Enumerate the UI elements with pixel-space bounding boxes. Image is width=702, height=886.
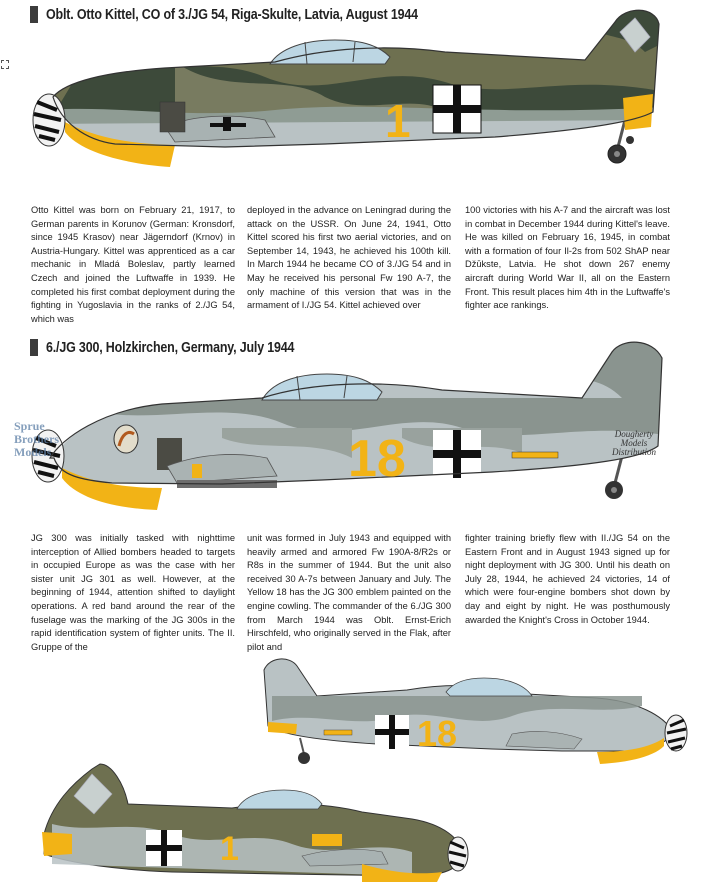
aircraft-number-18: 18 (348, 430, 406, 488)
watermark-line: Models (620, 438, 648, 448)
aircraft-profile-kittel-starboard (32, 764, 472, 882)
aircraft-profile-kittel (25, 2, 702, 170)
watermark-line: Models (14, 445, 52, 459)
text-column (465, 204, 670, 313)
text-column (247, 204, 451, 313)
aircraft-profile-yellow-18-starboard (232, 656, 692, 766)
paragraph: JG 300 was initially tasked with nighttime interception of Allied bombers headed to targets in occupied Europe as was the case with her sister unit JG 301 as well. However, at the beginning of 1944, attention shifted to daylight operations. A red band around the rear of the fuselage was the marking of the JG 300s in the rapid identification system of fighter units. The II. Gruppe of the (31, 533, 235, 652)
aircraft-profile-yellow-18 (22, 338, 702, 508)
aircraft-number-1: 1 (385, 95, 411, 147)
paragraph: unit was formed in July 1943 and equipped with heavily armed and armored Fw 190A-8/R2s or R8s in the summer of 1944. But the unit also received 30 A-7s between January and July. The Yellow 18 has the JG 300 emblem painted on the engine cowling. The commander of the 6./JG 300 from March 1944 was Oblt. Ernst-Erich Hirschfeld, who originally served in the Flak, after pilot and (247, 533, 451, 652)
paragraph: 100 victories with his A-7 and the aircraft was lost in combat in December 1944 during Kittel's leave. He was killed on February 16, 1945, in combat with a formation of four Il-2s from 502 ShAP near Džūkste, Latvia. He shot down 267 enemy aircraft during World War II, all on the Eastern Front. This result places him 4th in the Luftwaffe's fighter ace rankings. (465, 205, 670, 311)
text-column (465, 532, 670, 627)
heading-text: Oblt. Otto Kittel, CO of 3./JG 54, Riga-Skulte, Latvia, August 1944 (46, 6, 418, 23)
paragraph: fighter training briefly flew with II./JG 54 on the Eastern Front and in August 1943 signed up for night deployment with JG 300. Until his death on July 28, 1944, he achieved 24 victories, 14 of which were four-engine bombers shot down by day and eight by night. He was posthumously awarded the Knight's Cross in October 1944. (465, 533, 670, 625)
selection-marker (1, 60, 9, 69)
text-column (247, 532, 451, 654)
watermark-right (612, 430, 656, 457)
aircraft-number-1-starboard: 1 (220, 830, 239, 868)
paragraph: Otto Kittel was born on February 21, 1917, to German parents in Korunov (German: Kronsdorf, since 1945 Krasov) near Jägerndorf (Krnov) in Austria-Hungary. Kittel was apprenticed as a car mechanic in Mladá Boleslav, partly learned Czech and joined the Luftwaffe in 1939. He completed his first combat deployment during the fighting in Yugoslavia in the ranks of 2./JG 54, which was (31, 205, 235, 324)
watermark-line: Sprue (14, 419, 45, 433)
text-column (31, 532, 235, 654)
watermark-line: Dougherty (614, 429, 654, 439)
aircraft-number-18-starboard: 18 (417, 713, 458, 754)
watermark-line: Distribution (612, 447, 657, 457)
watermark-line: Brothers (14, 432, 60, 446)
watermark-left (14, 420, 59, 459)
heading-text: 6./JG 300, Holzkirchen, Germany, July 1944 (46, 339, 295, 356)
paragraph: deployed in the advance on Leningrad during the attack on the USSR. On June 24, 1941, Otto Kittel scored his first two aerial victories, and on September 14, 1943, he achieved his 100th kill. In March 1944 he became CO of 3./JG 54 and in May he received his personal Fw 190 A-7, the only machine of this version that was in the armament of I./JG 54. Kittel achieved over (247, 205, 451, 311)
text-column (31, 204, 235, 326)
